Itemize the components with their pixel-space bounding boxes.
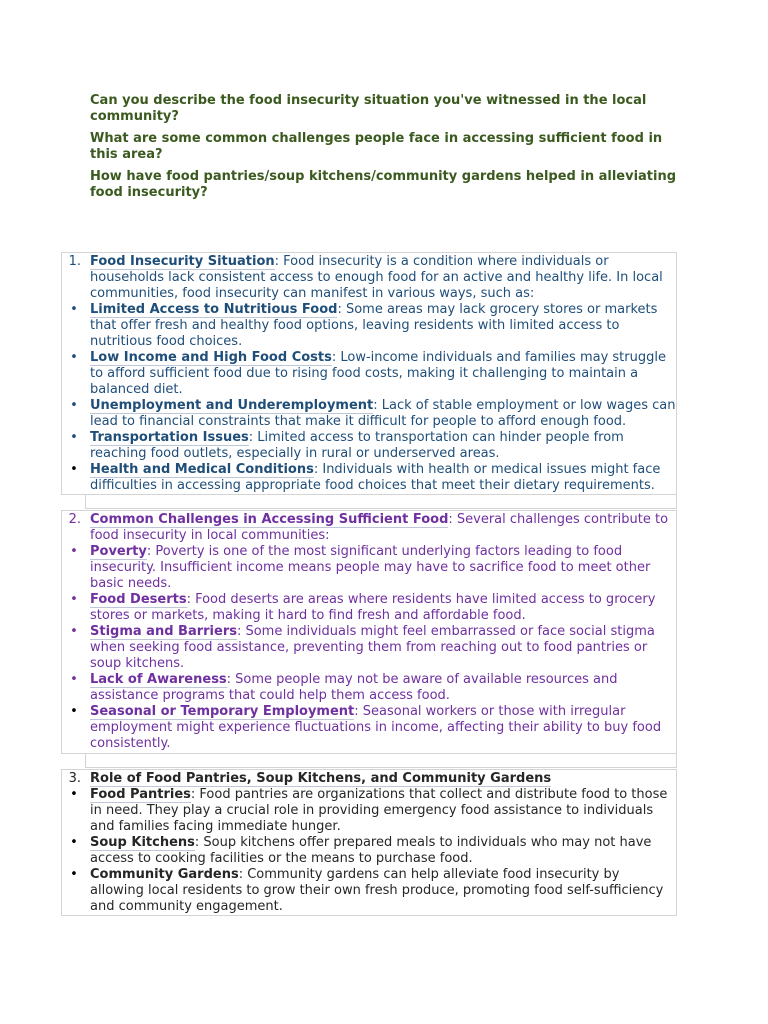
question-2: What are some common challenges people face in accessing sufficient food in this area?: [90, 131, 663, 162]
section-1-heading: [62, 254, 676, 302]
list-number: 2.: [68, 512, 81, 527]
spacer-row: [85, 754, 677, 768]
bullet-term: Poverty: [90, 544, 147, 559]
bullet-icon: •: [70, 835, 78, 850]
bullet-term: Limited Access to Nutritious Food: [90, 302, 338, 317]
list-item: [62, 592, 676, 624]
list-item: [62, 430, 676, 462]
question-3: How have food pantries/soup kitchens/community gardens helped in alleviating food insecurity?: [90, 169, 677, 200]
bullet-term: Food Deserts: [90, 592, 187, 607]
heading-text: : Food insecurity is a condition where individuals or households lack consistent access to enough food for an active and healthy life. In local communities, food insecurity can manifest in various ways, such as:: [90, 254, 663, 301]
bullet-icon: •: [70, 624, 78, 639]
section-common-challenges: [61, 510, 677, 754]
section-2-heading: [62, 512, 676, 544]
list-item: [62, 350, 676, 398]
heading-term: Food Insecurity Situation: [90, 254, 275, 269]
list-item: [62, 302, 676, 350]
bullet-term: Transportation Issues: [90, 430, 249, 445]
bullet-icon: •: [70, 867, 78, 882]
bullet-text: : Soup kitchens offer prepared meals to individuals who may not have access to cooking facilities or the means to purchase food.: [90, 835, 652, 866]
bullet-term: Food Pantries: [90, 787, 191, 802]
questions-block: [90, 93, 690, 207]
spacer-row: [85, 495, 677, 509]
bullet-icon: •: [70, 544, 78, 559]
bullet-icon: •: [70, 302, 78, 317]
bullet-text: : Individuals with health or medical issues might face difficulties in accessing appropriate food choices that meet their dietary requirements.: [90, 462, 661, 493]
bullet-text: : Poverty is one of the most significant underlying factors leading to food insecurity. Insufficient income means people may have to sacrifice food to meet other basic needs.: [90, 544, 651, 591]
bullet-term: Low Income and High Food Costs: [90, 350, 332, 365]
bullet-text: : Some areas may lack grocery stores or markets that offer fresh and healthy food options, leaving residents with limited access to nutritious food choices.: [90, 302, 658, 349]
section-food-insecurity-situation: [61, 252, 677, 495]
bullet-text: : Lack of stable employment or low wages can lead to financial constraints that make it difficult for people to afford enough food.: [90, 398, 676, 429]
bullet-text: : Seasonal workers or those with irregular employment might experience fluctuations in income, affecting their ability to buy food consistently.: [90, 704, 662, 751]
bullet-icon: •: [70, 350, 78, 365]
list-item: [62, 867, 676, 915]
heading-text: : Several challenges contribute to food insecurity in local communities:: [90, 512, 669, 543]
bullet-term: Seasonal or Temporary Employment: [90, 704, 355, 719]
bullet-icon: •: [70, 672, 78, 687]
section-3-heading: [62, 771, 676, 787]
list-item: [62, 704, 676, 752]
bullet-icon: •: [70, 787, 78, 802]
heading-term: Common Challenges in Accessing Sufficient Food: [90, 512, 449, 527]
bullet-icon: •: [70, 462, 78, 477]
bullet-term: Stigma and Barriers: [90, 624, 237, 639]
bullet-term: Lack of Awareness: [90, 672, 227, 687]
bullet-text: : Limited access to transportation can hinder people from reaching food outlets, especially in rural or underserved areas.: [90, 430, 624, 461]
bullet-text: : Some people may not be aware of available resources and assistance programs that could help them access food.: [90, 672, 618, 703]
heading-term: Role of Food Pantries, Soup Kitchens, and Community Gardens: [90, 771, 552, 786]
list-item: [62, 462, 676, 494]
list-number: 3.: [68, 771, 81, 786]
bullet-icon: •: [70, 398, 78, 413]
section-role-of-food-programs: [61, 769, 677, 916]
bullet-text: : Food pantries are organizations that collect and distribute food to those in need. They play a crucial role in providing emergency food assistance to individuals and families facing immediate hunger.: [90, 787, 668, 834]
list-item: [62, 544, 676, 592]
list-item: [62, 787, 676, 835]
bullet-text: : Some individuals might feel embarrassed or face social stigma when seeking food assistance, preventing them from reaching out to food pantries or soup kitchens.: [90, 624, 655, 671]
list-number: 1.: [68, 254, 81, 269]
list-item: [62, 398, 676, 430]
bullet-term: Unemployment and Underemployment: [90, 398, 374, 413]
list-item: [62, 835, 676, 867]
question-1: Can you describe the food insecurity situation you've witnessed in the local community?: [90, 93, 647, 124]
bullet-text: : Low-income individuals and families may struggle to afford sufficient food due to rising food costs, making it challenging to maintain a balanced diet.: [90, 350, 666, 397]
list-item: [62, 624, 676, 672]
list-item: [62, 672, 676, 704]
bullet-icon: •: [70, 704, 78, 719]
bullet-text: : Community gardens can help alleviate food insecurity by allowing local residents to grow their own fresh produce, promoting food self-sufficiency and community engagement.: [90, 867, 664, 914]
bullet-term: Community Gardens: [90, 867, 239, 882]
bullet-term: Soup Kitchens: [90, 835, 195, 850]
bullet-term: Health and Medical Conditions: [90, 462, 314, 477]
bullet-icon: •: [70, 430, 78, 445]
bullet-icon: •: [70, 592, 78, 607]
bullet-text: : Food deserts are areas where residents have limited access to grocery stores or markets, making it hard to find fresh and affordable food.: [90, 592, 656, 623]
